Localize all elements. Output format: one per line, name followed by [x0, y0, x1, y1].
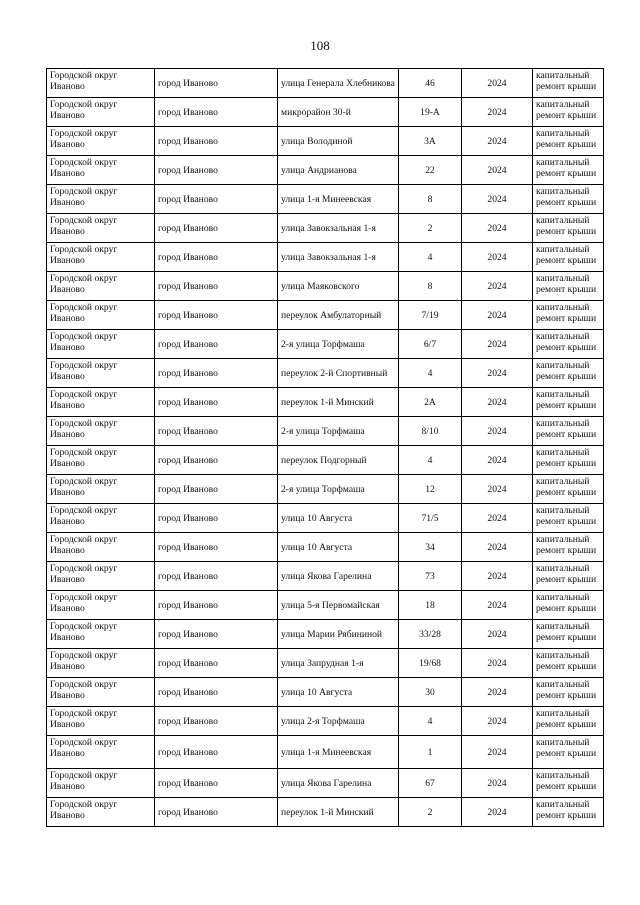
year-cell: 2024 — [462, 98, 533, 127]
street-cell: улица Маяковского — [278, 272, 399, 301]
city-cell: город Иваново — [155, 69, 278, 98]
street-cell: 2-я улица Торфмаша — [278, 330, 399, 359]
city-cell: город Иваново — [155, 736, 278, 769]
street-cell: улица Генерала Хлебникова — [278, 69, 399, 98]
table-row — [47, 707, 604, 736]
table-row — [47, 69, 604, 98]
city-cell: город Иваново — [155, 678, 278, 707]
street-cell: улица 10 Августа — [278, 504, 399, 533]
table-row — [47, 417, 604, 446]
city-cell: город Иваново — [155, 359, 278, 388]
year-cell: 2024 — [462, 798, 533, 827]
work-type-cell: капитальный ремонт крыши — [533, 591, 604, 620]
table-row — [47, 798, 604, 827]
year-cell: 2024 — [462, 769, 533, 798]
work-type-cell: капитальный ремонт крыши — [533, 620, 604, 649]
district-cell: Городской округ Иваново — [47, 359, 155, 388]
street-cell: улица Завокзальная 1-я — [278, 243, 399, 272]
house-number-cell: 4 — [399, 359, 462, 388]
district-cell: Городской округ Иваново — [47, 798, 155, 827]
table-row — [47, 330, 604, 359]
work-type-cell: капитальный ремонт крыши — [533, 475, 604, 504]
district-cell: Городской округ Иваново — [47, 504, 155, 533]
table-row — [47, 678, 604, 707]
street-cell: улица 1-я Минеевская — [278, 736, 399, 769]
table-row — [47, 649, 604, 678]
house-number-cell: 7/19 — [399, 301, 462, 330]
city-cell: город Иваново — [155, 649, 278, 678]
work-type-cell: капитальный ремонт крыши — [533, 388, 604, 417]
street-cell: переулок Подгорный — [278, 446, 399, 475]
table-row — [47, 301, 604, 330]
house-number-cell: 12 — [399, 475, 462, 504]
year-cell: 2024 — [462, 446, 533, 475]
work-type-cell: капитальный ремонт крыши — [533, 769, 604, 798]
work-type-cell: капитальный ремонт крыши — [533, 504, 604, 533]
district-cell: Городской округ Иваново — [47, 69, 155, 98]
city-cell: город Иваново — [155, 127, 278, 156]
district-cell: Городской округ Иваново — [47, 388, 155, 417]
district-cell: Городской округ Иваново — [47, 562, 155, 591]
year-cell: 2024 — [462, 388, 533, 417]
table-row — [47, 156, 604, 185]
city-cell: город Иваново — [155, 214, 278, 243]
table-row — [47, 243, 604, 272]
year-cell: 2024 — [462, 330, 533, 359]
city-cell: город Иваново — [155, 504, 278, 533]
house-number-cell: 6/7 — [399, 330, 462, 359]
work-type-cell: капитальный ремонт крыши — [533, 243, 604, 272]
table-row — [47, 533, 604, 562]
city-cell: город Иваново — [155, 185, 278, 214]
house-number-cell: 19/68 — [399, 649, 462, 678]
district-cell: Городской округ Иваново — [47, 446, 155, 475]
house-number-cell: 22 — [399, 156, 462, 185]
street-cell: улица Запрудная 1-я — [278, 649, 399, 678]
year-cell: 2024 — [462, 736, 533, 769]
city-cell: город Иваново — [155, 417, 278, 446]
year-cell: 2024 — [462, 504, 533, 533]
street-cell: 2-я улица Торфмаша — [278, 417, 399, 446]
house-number-cell: 33/28 — [399, 620, 462, 649]
district-cell: Городской округ Иваново — [47, 417, 155, 446]
district-cell: Городской округ Иваново — [47, 769, 155, 798]
city-cell: город Иваново — [155, 243, 278, 272]
district-cell: Городской округ Иваново — [47, 736, 155, 769]
table-row — [47, 736, 604, 769]
work-type-cell: капитальный ремонт крыши — [533, 156, 604, 185]
district-cell: Городской округ Иваново — [47, 301, 155, 330]
city-cell: город Иваново — [155, 301, 278, 330]
street-cell: улица Якова Гарелина — [278, 562, 399, 591]
year-cell: 2024 — [462, 678, 533, 707]
year-cell: 2024 — [462, 214, 533, 243]
work-type-cell: капитальный ремонт крыши — [533, 562, 604, 591]
page-number: 108 — [310, 38, 330, 53]
street-cell: улица 10 Августа — [278, 678, 399, 707]
street-cell: улица Володиной — [278, 127, 399, 156]
work-type-cell: капитальный ремонт крыши — [533, 301, 604, 330]
work-type-cell: капитальный ремонт крыши — [533, 649, 604, 678]
year-cell: 2024 — [462, 562, 533, 591]
house-number-cell: 18 — [399, 591, 462, 620]
year-cell: 2024 — [462, 301, 533, 330]
house-number-cell: 2А — [399, 388, 462, 417]
district-cell: Городской округ Иваново — [47, 243, 155, 272]
district-cell: Городской округ Иваново — [47, 475, 155, 504]
city-cell: город Иваново — [155, 156, 278, 185]
street-cell: улица Завокзальная 1-я — [278, 214, 399, 243]
work-type-cell: капитальный ремонт крыши — [533, 98, 604, 127]
city-cell: город Иваново — [155, 330, 278, 359]
house-number-cell: 8 — [399, 272, 462, 301]
district-cell: Городской округ Иваново — [47, 272, 155, 301]
city-cell: город Иваново — [155, 98, 278, 127]
city-cell: город Иваново — [155, 533, 278, 562]
work-type-cell: капитальный ремонт крыши — [533, 798, 604, 827]
city-cell: город Иваново — [155, 272, 278, 301]
year-cell: 2024 — [462, 649, 533, 678]
house-number-cell: 3А — [399, 127, 462, 156]
street-cell: улица Марии Рябининой — [278, 620, 399, 649]
district-cell: Городской округ Иваново — [47, 156, 155, 185]
year-cell: 2024 — [462, 417, 533, 446]
street-cell: улица 5-я Первомайская — [278, 591, 399, 620]
table-row — [47, 272, 604, 301]
street-cell: переулок 1-й Минский — [278, 798, 399, 827]
house-number-cell: 67 — [399, 769, 462, 798]
street-cell: переулок 2-й Спортивный — [278, 359, 399, 388]
street-cell: 2-я улица Торфмаша — [278, 475, 399, 504]
house-number-cell: 4 — [399, 707, 462, 736]
work-type-cell: капитальный ремонт крыши — [533, 446, 604, 475]
house-number-cell: 19-А — [399, 98, 462, 127]
table-row — [47, 127, 604, 156]
street-cell: улица Андрианова — [278, 156, 399, 185]
year-cell: 2024 — [462, 533, 533, 562]
table-row — [47, 185, 604, 214]
work-type-cell: капитальный ремонт крыши — [533, 127, 604, 156]
street-cell: улица 10 Августа — [278, 533, 399, 562]
street-cell: переулок Амбулаторный — [278, 301, 399, 330]
district-cell: Городской округ Иваново — [47, 330, 155, 359]
house-number-cell: 46 — [399, 69, 462, 98]
work-type-cell: капитальный ремонт крыши — [533, 272, 604, 301]
year-cell: 2024 — [462, 156, 533, 185]
city-cell: город Иваново — [155, 769, 278, 798]
house-number-cell: 1 — [399, 736, 462, 769]
year-cell: 2024 — [462, 620, 533, 649]
street-cell: микрорайон 30-й — [278, 98, 399, 127]
table-row — [47, 98, 604, 127]
district-cell: Городской округ Иваново — [47, 127, 155, 156]
year-cell: 2024 — [462, 707, 533, 736]
table-row — [47, 359, 604, 388]
district-cell: Городской округ Иваново — [47, 533, 155, 562]
table-row — [47, 620, 604, 649]
table-row — [47, 769, 604, 798]
city-cell: город Иваново — [155, 446, 278, 475]
city-cell: город Иваново — [155, 388, 278, 417]
district-cell: Городской округ Иваново — [47, 707, 155, 736]
work-type-cell: капитальный ремонт крыши — [533, 736, 604, 769]
house-number-cell: 2 — [399, 214, 462, 243]
work-type-cell: капитальный ремонт крыши — [533, 533, 604, 562]
street-cell: улица 2-я Торфмаша — [278, 707, 399, 736]
year-cell: 2024 — [462, 185, 533, 214]
district-cell: Городской округ Иваново — [47, 678, 155, 707]
house-number-cell: 4 — [399, 243, 462, 272]
city-cell: город Иваново — [155, 707, 278, 736]
work-type-cell: капитальный ремонт крыши — [533, 417, 604, 446]
year-cell: 2024 — [462, 243, 533, 272]
table-row — [47, 214, 604, 243]
house-number-cell: 8 — [399, 185, 462, 214]
year-cell: 2024 — [462, 272, 533, 301]
city-cell: город Иваново — [155, 798, 278, 827]
year-cell: 2024 — [462, 591, 533, 620]
house-number-cell: 73 — [399, 562, 462, 591]
city-cell: город Иваново — [155, 475, 278, 504]
house-number-cell: 4 — [399, 446, 462, 475]
district-cell: Городской округ Иваново — [47, 620, 155, 649]
year-cell: 2024 — [462, 475, 533, 504]
year-cell: 2024 — [462, 127, 533, 156]
city-cell: город Иваново — [155, 620, 278, 649]
street-cell: улица 1-я Минеевская — [278, 185, 399, 214]
housing-table — [46, 68, 604, 827]
district-cell: Городской округ Иваново — [47, 185, 155, 214]
work-type-cell: капитальный ремонт крыши — [533, 359, 604, 388]
house-number-cell: 30 — [399, 678, 462, 707]
work-type-cell: капитальный ремонт крыши — [533, 330, 604, 359]
table-row — [47, 446, 604, 475]
house-number-cell: 34 — [399, 533, 462, 562]
district-cell: Городской округ Иваново — [47, 591, 155, 620]
work-type-cell: капитальный ремонт крыши — [533, 214, 604, 243]
city-cell: город Иваново — [155, 562, 278, 591]
table-row — [47, 475, 604, 504]
house-number-cell: 2 — [399, 798, 462, 827]
table-row — [47, 388, 604, 417]
table-row — [47, 591, 604, 620]
street-cell: переулок 1-й Минский — [278, 388, 399, 417]
city-cell: город Иваново — [155, 591, 278, 620]
work-type-cell: капитальный ремонт крыши — [533, 707, 604, 736]
district-cell: Городской округ Иваново — [47, 649, 155, 678]
year-cell: 2024 — [462, 69, 533, 98]
table-row — [47, 504, 604, 533]
table-row — [47, 562, 604, 591]
work-type-cell: капитальный ремонт крыши — [533, 678, 604, 707]
district-cell: Городской округ Иваново — [47, 214, 155, 243]
work-type-cell: капитальный ремонт крыши — [533, 69, 604, 98]
house-number-cell: 71/5 — [399, 504, 462, 533]
work-type-cell: капитальный ремонт крыши — [533, 185, 604, 214]
house-number-cell: 8/10 — [399, 417, 462, 446]
street-cell: улица Якова Гарелина — [278, 769, 399, 798]
district-cell: Городской округ Иваново — [47, 98, 155, 127]
year-cell: 2024 — [462, 359, 533, 388]
